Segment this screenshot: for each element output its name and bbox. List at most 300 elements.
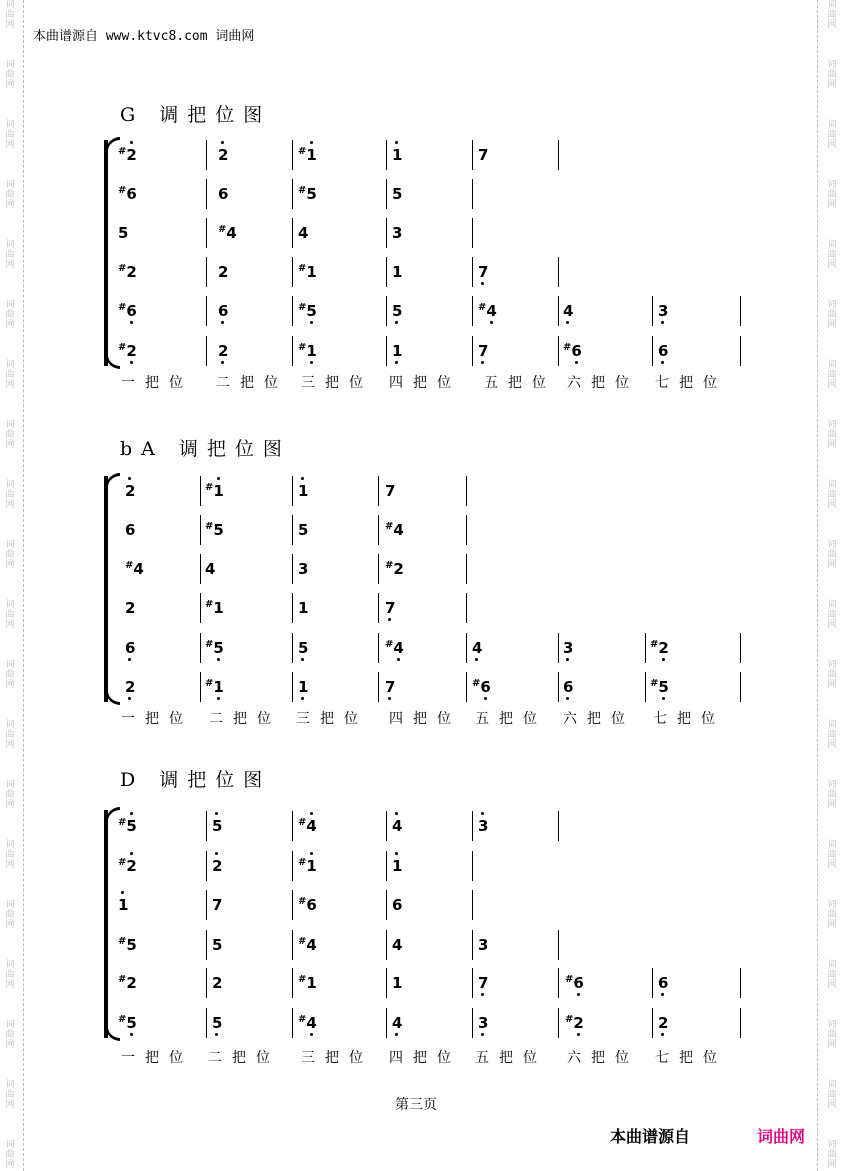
note-number: 7 bbox=[385, 678, 396, 696]
note bbox=[212, 936, 222, 954]
note bbox=[478, 817, 488, 835]
note-number: 4 bbox=[392, 1014, 403, 1032]
note bbox=[298, 224, 308, 242]
fret-line bbox=[472, 257, 473, 287]
watermark-text: 词 曲 网 bbox=[827, 840, 837, 870]
watermark-text: 词 曲 网 bbox=[827, 600, 837, 630]
fret-line bbox=[206, 140, 207, 170]
note bbox=[298, 857, 317, 878]
note-number: 1 bbox=[306, 146, 317, 164]
note bbox=[298, 974, 317, 995]
watermark-text: 词 曲 网 bbox=[5, 1080, 15, 1110]
note bbox=[392, 302, 402, 320]
position-label: 六把位 bbox=[563, 711, 635, 727]
chart-title: G 调把位图 bbox=[120, 104, 272, 126]
fret-line bbox=[292, 218, 293, 248]
note-number: 2 bbox=[125, 482, 136, 500]
fret-line bbox=[466, 554, 467, 584]
note-number: 1 bbox=[213, 482, 224, 500]
system-bracket bbox=[104, 476, 120, 702]
fret-line bbox=[472, 179, 473, 209]
note bbox=[478, 342, 488, 360]
note bbox=[298, 599, 308, 617]
position-label: 五把位 bbox=[475, 711, 547, 727]
note-number: 4 bbox=[133, 560, 144, 578]
note bbox=[118, 1014, 137, 1035]
fret-line bbox=[292, 1008, 293, 1038]
fret-line bbox=[386, 179, 387, 209]
watermark-text: 词 曲 网 bbox=[5, 900, 15, 930]
note bbox=[118, 896, 128, 914]
note bbox=[478, 146, 488, 164]
note-number: 1 bbox=[298, 678, 309, 696]
note bbox=[205, 521, 224, 542]
watermark-text: 词 曲 网 bbox=[827, 300, 837, 330]
note bbox=[205, 599, 224, 620]
watermark-text: 词 曲 网 bbox=[5, 660, 15, 690]
fret-line bbox=[206, 930, 207, 960]
watermark-text: 词 曲 网 bbox=[5, 180, 15, 210]
note bbox=[392, 896, 402, 914]
position-label: 七把位 bbox=[655, 375, 727, 391]
watermark-text: 词 曲 网 bbox=[5, 120, 15, 150]
note-number: 2 bbox=[125, 678, 136, 696]
sharp-sign: # bbox=[385, 521, 394, 532]
note bbox=[118, 974, 137, 995]
note-number: 1 bbox=[392, 974, 403, 992]
note bbox=[385, 678, 395, 696]
fret-line bbox=[472, 930, 473, 960]
note-number: 7 bbox=[385, 482, 396, 500]
fret-line bbox=[378, 633, 379, 663]
note bbox=[205, 560, 215, 578]
fret-line bbox=[200, 554, 201, 584]
sharp-sign: # bbox=[118, 302, 127, 313]
note-number: 1 bbox=[392, 146, 403, 164]
note-number: 4 bbox=[472, 639, 483, 657]
note-number: 1 bbox=[392, 342, 403, 360]
watermark-text: 词 曲 网 bbox=[827, 1080, 837, 1110]
note bbox=[563, 639, 573, 657]
footer-brand-site: 词曲网 bbox=[757, 1127, 806, 1146]
note-number: 7 bbox=[212, 896, 223, 914]
watermark-text: 词 曲 网 bbox=[5, 420, 15, 450]
note bbox=[125, 599, 135, 617]
fret-line bbox=[652, 336, 653, 366]
note-number: 7 bbox=[478, 974, 489, 992]
note-number: 4 bbox=[392, 936, 403, 954]
sharp-sign: # bbox=[118, 146, 127, 157]
sharp-sign: # bbox=[298, 263, 307, 274]
note bbox=[658, 1014, 668, 1032]
note bbox=[478, 974, 488, 992]
note bbox=[298, 185, 317, 206]
watermark-text: 词 曲 网 bbox=[827, 120, 837, 150]
note bbox=[298, 302, 317, 323]
watermark-text: 词 曲 网 bbox=[5, 300, 15, 330]
fret-line bbox=[472, 811, 473, 841]
note-number: 2 bbox=[126, 857, 137, 875]
fret-line bbox=[558, 968, 559, 998]
note bbox=[205, 482, 224, 503]
system-bracket bbox=[104, 810, 120, 1038]
fret-line bbox=[206, 336, 207, 366]
position-label: 四把位 bbox=[389, 711, 461, 727]
fret-line bbox=[386, 296, 387, 326]
sharp-sign: # bbox=[118, 185, 127, 196]
note bbox=[392, 936, 402, 954]
note-number: 2 bbox=[658, 639, 669, 657]
note-number: 4 bbox=[298, 224, 309, 242]
watermark-text: 词 曲 网 bbox=[5, 600, 15, 630]
position-label: 三把位 bbox=[301, 1050, 373, 1066]
note bbox=[385, 521, 404, 542]
note-number: 4 bbox=[393, 521, 404, 539]
sharp-sign: # bbox=[298, 936, 307, 947]
note bbox=[563, 342, 582, 363]
note bbox=[212, 974, 222, 992]
note bbox=[392, 857, 402, 875]
note bbox=[118, 224, 128, 242]
fret-line bbox=[292, 633, 293, 663]
fret-line bbox=[292, 336, 293, 366]
fret-line bbox=[206, 890, 207, 920]
note bbox=[385, 599, 395, 617]
page-number: 第三页 bbox=[395, 1097, 437, 1113]
position-label: 四把位 bbox=[389, 1050, 461, 1066]
note bbox=[298, 817, 317, 838]
fret-line bbox=[292, 257, 293, 287]
note bbox=[478, 263, 488, 281]
sharp-sign: # bbox=[472, 678, 481, 689]
note bbox=[118, 263, 137, 284]
sharp-sign: # bbox=[565, 974, 574, 985]
note bbox=[658, 974, 668, 992]
left-page-edge bbox=[23, 0, 24, 1171]
fret-line bbox=[386, 851, 387, 881]
position-label: 七把位 bbox=[653, 711, 725, 727]
position-label: 三把位 bbox=[301, 375, 373, 391]
position-label: 五把位 bbox=[484, 375, 556, 391]
note-number: 2 bbox=[658, 1014, 669, 1032]
sharp-sign: # bbox=[118, 342, 127, 353]
fret-line bbox=[472, 968, 473, 998]
note-number: 1 bbox=[306, 263, 317, 281]
fret-line bbox=[558, 336, 559, 366]
fret-line bbox=[652, 968, 653, 998]
fret-line bbox=[292, 515, 293, 545]
fret-line bbox=[472, 890, 473, 920]
watermark-text: 词 曲 网 bbox=[827, 420, 837, 450]
header-site-name: 词曲网 bbox=[215, 29, 255, 44]
note-number: 5 bbox=[298, 521, 309, 539]
sharp-sign: # bbox=[563, 342, 572, 353]
note-number: 6 bbox=[658, 342, 669, 360]
position-label: 一把位 bbox=[121, 711, 193, 727]
fret-line bbox=[378, 593, 379, 623]
note bbox=[298, 482, 308, 500]
watermark-text: 词 曲 网 bbox=[827, 180, 837, 210]
page-header bbox=[33, 25, 254, 44]
note-number: 5 bbox=[212, 817, 223, 835]
note-number: 6 bbox=[480, 678, 491, 696]
note-number: 1 bbox=[213, 678, 224, 696]
sharp-sign: # bbox=[478, 302, 487, 313]
position-label: 五把位 bbox=[475, 1050, 547, 1066]
note-number: 7 bbox=[385, 599, 396, 617]
fret-line bbox=[740, 336, 741, 366]
note-number: 5 bbox=[306, 185, 317, 203]
note-number: 1 bbox=[213, 599, 224, 617]
watermark-text: 词 曲 网 bbox=[5, 360, 15, 390]
watermark-text: 词 曲 网 bbox=[827, 360, 837, 390]
fret-line bbox=[292, 593, 293, 623]
note bbox=[298, 936, 317, 957]
fret-line bbox=[206, 968, 207, 998]
fret-line bbox=[558, 257, 559, 287]
sharp-sign: # bbox=[650, 678, 659, 689]
fret-line bbox=[472, 336, 473, 366]
fret-line bbox=[386, 1008, 387, 1038]
header-url: www.ktvc8.com bbox=[98, 29, 216, 44]
sharp-sign: # bbox=[298, 1014, 307, 1025]
note bbox=[392, 817, 402, 835]
fret-line bbox=[206, 218, 207, 248]
note bbox=[658, 302, 668, 320]
fret-line bbox=[740, 968, 741, 998]
sharp-sign: # bbox=[298, 857, 307, 868]
note bbox=[298, 146, 317, 167]
watermark-text: 词 曲 网 bbox=[827, 0, 837, 30]
note bbox=[218, 224, 237, 245]
note-number: 5 bbox=[213, 639, 224, 657]
sharp-sign: # bbox=[118, 1014, 127, 1025]
fret-line bbox=[200, 672, 201, 702]
fret-line bbox=[292, 554, 293, 584]
fret-line bbox=[740, 296, 741, 326]
note-number: 6 bbox=[218, 302, 229, 320]
fret-line bbox=[472, 1008, 473, 1038]
fret-line bbox=[200, 593, 201, 623]
note bbox=[478, 936, 488, 954]
note bbox=[563, 678, 573, 696]
note-number: 5 bbox=[392, 302, 403, 320]
sharp-sign: # bbox=[205, 521, 214, 532]
fret-line bbox=[466, 476, 467, 506]
watermark-text: 词 曲 网 bbox=[5, 0, 15, 30]
note-number: 2 bbox=[126, 146, 137, 164]
note-number: 3 bbox=[658, 302, 669, 320]
note-number: 4 bbox=[205, 560, 216, 578]
watermark-text: 词 曲 网 bbox=[827, 240, 837, 270]
fret-line bbox=[466, 672, 467, 702]
note bbox=[118, 342, 137, 363]
sharp-sign: # bbox=[118, 263, 127, 274]
sharp-sign: # bbox=[205, 599, 214, 610]
note-number: 1 bbox=[392, 263, 403, 281]
note-number: 5 bbox=[118, 224, 129, 242]
position-label: 一把位 bbox=[121, 375, 193, 391]
sharp-sign: # bbox=[298, 896, 307, 907]
fret-line bbox=[466, 633, 467, 663]
fret-line bbox=[558, 296, 559, 326]
note-number: 1 bbox=[392, 857, 403, 875]
watermark-text: 词 曲 网 bbox=[5, 60, 15, 90]
note bbox=[218, 185, 228, 203]
note bbox=[565, 1014, 584, 1035]
watermark-text: 词 曲 网 bbox=[827, 480, 837, 510]
sharp-sign: # bbox=[385, 639, 394, 650]
note bbox=[472, 639, 482, 657]
note bbox=[392, 224, 402, 242]
watermark-text: 词 曲 网 bbox=[827, 540, 837, 570]
note bbox=[125, 482, 135, 500]
system-bracket bbox=[104, 140, 120, 366]
note bbox=[118, 936, 137, 957]
note-number: 5 bbox=[213, 521, 224, 539]
note bbox=[125, 560, 144, 581]
fret-line bbox=[652, 1008, 653, 1038]
note bbox=[392, 974, 402, 992]
note-number: 6 bbox=[125, 521, 136, 539]
fret-line bbox=[378, 672, 379, 702]
note bbox=[478, 1014, 488, 1032]
note bbox=[205, 639, 224, 660]
note bbox=[298, 342, 317, 363]
note-number: 5 bbox=[306, 302, 317, 320]
chart-title: D 调把位图 bbox=[120, 769, 272, 791]
note bbox=[385, 482, 395, 500]
watermark-text: 词 曲 网 bbox=[827, 1140, 837, 1170]
sharp-sign: # bbox=[298, 146, 307, 157]
note-number: 2 bbox=[126, 974, 137, 992]
watermark-text: 词 曲 网 bbox=[5, 840, 15, 870]
note bbox=[298, 896, 317, 917]
fret-line bbox=[292, 968, 293, 998]
fret-line bbox=[292, 296, 293, 326]
fret-line bbox=[386, 811, 387, 841]
fret-line bbox=[206, 179, 207, 209]
note-number: 6 bbox=[571, 342, 582, 360]
note-number: 6 bbox=[218, 185, 229, 203]
note bbox=[563, 302, 573, 320]
sharp-sign: # bbox=[118, 857, 127, 868]
note bbox=[392, 263, 402, 281]
watermark-text: 词 曲 网 bbox=[827, 780, 837, 810]
fret-line bbox=[558, 672, 559, 702]
fret-line bbox=[292, 930, 293, 960]
note bbox=[478, 302, 497, 323]
sharp-sign: # bbox=[298, 185, 307, 196]
note-number: 6 bbox=[658, 974, 669, 992]
note bbox=[118, 146, 137, 167]
fret-line bbox=[292, 476, 293, 506]
note-number: 5 bbox=[212, 1014, 223, 1032]
note-number: 6 bbox=[392, 896, 403, 914]
note bbox=[125, 639, 135, 657]
sharp-sign: # bbox=[218, 224, 227, 235]
note bbox=[385, 560, 404, 581]
note-number: 6 bbox=[126, 302, 137, 320]
note bbox=[392, 342, 402, 360]
fret-line bbox=[466, 593, 467, 623]
note-number: 3 bbox=[478, 936, 489, 954]
note bbox=[118, 302, 137, 323]
note-number: 5 bbox=[126, 936, 137, 954]
note bbox=[118, 857, 137, 878]
fret-line bbox=[740, 1008, 741, 1038]
note-number: 2 bbox=[126, 342, 137, 360]
note-number: 4 bbox=[306, 1014, 317, 1032]
sharp-sign: # bbox=[385, 560, 394, 571]
fret-line bbox=[200, 476, 201, 506]
sharp-sign: # bbox=[118, 974, 127, 985]
note-number: 6 bbox=[573, 974, 584, 992]
sharp-sign: # bbox=[205, 639, 214, 650]
fret-line bbox=[378, 476, 379, 506]
note bbox=[472, 678, 491, 699]
watermark-text: 词 曲 网 bbox=[5, 1140, 15, 1170]
sharp-sign: # bbox=[205, 678, 214, 689]
fret-line bbox=[740, 672, 741, 702]
fret-line bbox=[292, 140, 293, 170]
note bbox=[650, 639, 669, 660]
fret-line bbox=[206, 811, 207, 841]
note bbox=[212, 857, 222, 875]
note-number: 6 bbox=[126, 185, 137, 203]
watermark-text: 词 曲 网 bbox=[5, 960, 15, 990]
note-number: 4 bbox=[563, 302, 574, 320]
position-label: 四把位 bbox=[389, 375, 461, 391]
note-number: 4 bbox=[306, 936, 317, 954]
note bbox=[218, 342, 228, 360]
note bbox=[218, 302, 228, 320]
fret-line bbox=[740, 633, 741, 663]
fret-line bbox=[292, 890, 293, 920]
note-number: 3 bbox=[478, 817, 489, 835]
watermark-text: 词 曲 网 bbox=[827, 720, 837, 750]
note-number: 5 bbox=[126, 817, 137, 835]
note bbox=[118, 185, 137, 206]
sharp-sign: # bbox=[118, 936, 127, 947]
note bbox=[650, 678, 669, 699]
note-number: 6 bbox=[306, 896, 317, 914]
fret-line bbox=[472, 851, 473, 881]
note-number: 2 bbox=[218, 263, 229, 281]
watermark-text: 词 曲 网 bbox=[827, 960, 837, 990]
note bbox=[658, 342, 668, 360]
note bbox=[392, 146, 402, 164]
sharp-sign: # bbox=[565, 1014, 574, 1025]
fret-line bbox=[378, 554, 379, 584]
fret-line bbox=[558, 140, 559, 170]
fret-line bbox=[645, 633, 646, 663]
sharp-sign: # bbox=[118, 817, 127, 828]
fret-line bbox=[558, 633, 559, 663]
watermark-text: 词 曲 网 bbox=[5, 1020, 15, 1050]
note-number: 6 bbox=[563, 678, 574, 696]
fret-line bbox=[292, 672, 293, 702]
fret-line bbox=[645, 672, 646, 702]
note bbox=[298, 1014, 317, 1035]
note-number: 5 bbox=[658, 678, 669, 696]
sharp-sign: # bbox=[298, 817, 307, 828]
position-label: 六把位 bbox=[567, 1050, 639, 1066]
note-number: 4 bbox=[306, 817, 317, 835]
position-label: 二把位 bbox=[209, 711, 281, 727]
note-number: 5 bbox=[298, 639, 309, 657]
position-label: 七把位 bbox=[655, 1050, 727, 1066]
